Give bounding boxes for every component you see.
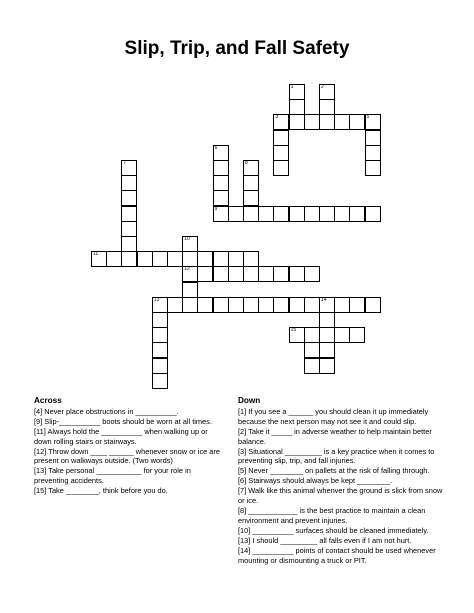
grid-cell[interactable] bbox=[182, 251, 198, 267]
grid-cell[interactable] bbox=[228, 266, 244, 282]
down-clues bbox=[238, 396, 444, 565]
down-heading: Down bbox=[238, 396, 261, 405]
grid-cell[interactable] bbox=[319, 312, 335, 328]
clue-down-8: [8] ____________ is the best practice to maintain a clean environment and prevent injuries. bbox=[238, 505, 426, 525]
grid-cell[interactable] bbox=[121, 206, 137, 222]
grid-cell[interactable] bbox=[167, 251, 183, 267]
page-title: Slip, Trip, and Fall Safety bbox=[124, 38, 350, 59]
grid-cell[interactable] bbox=[243, 175, 259, 191]
grid-cell[interactable] bbox=[289, 114, 305, 130]
grid-cell[interactable] bbox=[213, 297, 229, 313]
grid-cell[interactable] bbox=[182, 297, 198, 313]
grid-cell[interactable] bbox=[258, 266, 274, 282]
grid-cell[interactable] bbox=[273, 145, 289, 161]
grid-cell[interactable] bbox=[273, 297, 289, 313]
grid-cell[interactable] bbox=[319, 358, 335, 374]
grid-number: 14 bbox=[321, 296, 327, 303]
grid-cell[interactable] bbox=[106, 251, 122, 267]
grid-cell[interactable] bbox=[349, 327, 365, 343]
grid-cell[interactable] bbox=[243, 266, 259, 282]
grid-number: 11 bbox=[93, 251, 99, 258]
grid-cell[interactable] bbox=[334, 114, 350, 130]
grid-cell[interactable] bbox=[319, 206, 335, 222]
grid-cell[interactable] bbox=[228, 206, 244, 222]
across-heading: Across bbox=[34, 396, 62, 405]
grid-cell[interactable] bbox=[228, 297, 244, 313]
grid-cell[interactable] bbox=[334, 297, 350, 313]
clue-down-2: [2] Take it _____ in adverse weather to help maintain better balance. bbox=[238, 426, 432, 446]
grid-cell[interactable] bbox=[258, 297, 274, 313]
grid-cell[interactable] bbox=[197, 297, 213, 313]
grid-number: 9 bbox=[214, 205, 218, 212]
grid-cell[interactable] bbox=[228, 251, 244, 267]
grid-cell[interactable] bbox=[365, 206, 381, 222]
clue-down-6: [6] Stairways should always be kept ________. bbox=[238, 476, 393, 486]
grid-cell[interactable] bbox=[334, 206, 350, 222]
clue-down-13: [13] I should _________ all falls even if I am not hurt. bbox=[238, 535, 412, 545]
grid-cell[interactable] bbox=[243, 297, 259, 313]
grid-cell[interactable] bbox=[304, 114, 320, 130]
grid-cell[interactable] bbox=[121, 236, 137, 252]
grid-cell[interactable] bbox=[273, 130, 289, 146]
grid-cell[interactable] bbox=[273, 206, 289, 222]
clue-down-1: [1] If you see a ______ you should clean it up immediately because the next person may not see it and could slip. bbox=[238, 406, 429, 426]
grid-cell[interactable] bbox=[213, 190, 229, 206]
grid-cell[interactable] bbox=[182, 282, 198, 298]
grid-cell[interactable] bbox=[365, 130, 381, 146]
clue-down-5: [5] Never ________ on pallets at the risk of falling through. bbox=[238, 466, 430, 476]
clue-down-10: [10] __________ surfaces should be cleaned immediately. bbox=[238, 525, 429, 535]
grid-cell[interactable] bbox=[289, 99, 305, 115]
grid-cell[interactable] bbox=[152, 251, 168, 267]
grid-cell[interactable] bbox=[365, 145, 381, 161]
grid-number: 12 bbox=[184, 266, 190, 273]
grid-cell[interactable] bbox=[152, 358, 168, 374]
clue-down-7: [7] Walk like this animal whenver the ground is slick from snow or ice. bbox=[238, 486, 443, 506]
grid-cell[interactable] bbox=[319, 327, 335, 343]
grid-number: 10 bbox=[184, 236, 190, 242]
grid-cell[interactable] bbox=[319, 99, 335, 115]
grid-cell[interactable] bbox=[167, 297, 183, 313]
clue-across-12: [12] Throw down ____ ______ whenever snow or ice are present on walkways outside. (Two words) bbox=[34, 446, 220, 466]
clue-across-11: [11] Always hold the __________ when walking up or down rolling stairs or stairways. bbox=[34, 426, 208, 446]
grid-cell[interactable] bbox=[365, 160, 381, 176]
grid-cell[interactable] bbox=[349, 297, 365, 313]
grid-number: 1 bbox=[290, 84, 294, 90]
clue-across-15: [15] Take ________, think before you do. bbox=[34, 486, 168, 496]
grid-cell[interactable] bbox=[243, 206, 259, 222]
clue-across-13: [13] Take personal ___________ for your role in preventing accidents. bbox=[34, 466, 191, 486]
grid-cell[interactable] bbox=[152, 327, 168, 343]
grid-number: 7 bbox=[123, 160, 127, 166]
grid-cell[interactable] bbox=[197, 266, 213, 282]
grid-cell[interactable] bbox=[289, 297, 305, 313]
grid-number: 3 bbox=[275, 114, 279, 121]
grid-cell[interactable] bbox=[349, 206, 365, 222]
grid-cell[interactable] bbox=[121, 221, 137, 237]
grid-cell[interactable] bbox=[213, 266, 229, 282]
clue-down-3: [3] Situational _________ is a key practice when it comes to preventing slip, trip, and fall injuries. bbox=[238, 446, 435, 466]
grid-cell[interactable] bbox=[121, 175, 137, 191]
clue-down-14: [14] __________ points of contact should be used whenever mounting or dismounting a truck or PIT. bbox=[238, 545, 436, 565]
grid-cell[interactable] bbox=[289, 266, 305, 282]
grid-number: 15 bbox=[290, 327, 297, 334]
grid-cell[interactable] bbox=[289, 206, 305, 222]
grid-number: 5 bbox=[366, 114, 370, 121]
grid-number: 2 bbox=[321, 84, 324, 90]
grid-cell[interactable] bbox=[304, 327, 320, 343]
grid-cell[interactable] bbox=[197, 251, 213, 267]
grid-cell[interactable] bbox=[319, 114, 335, 130]
grid-cell[interactable] bbox=[152, 312, 168, 328]
grid-cell[interactable] bbox=[258, 206, 274, 222]
grid-cell[interactable] bbox=[152, 373, 168, 389]
grid-cell[interactable] bbox=[349, 114, 365, 130]
grid-cell[interactable] bbox=[365, 297, 381, 313]
grid-cell[interactable] bbox=[121, 251, 137, 267]
grid-cell[interactable] bbox=[213, 160, 229, 176]
grid-cell[interactable] bbox=[273, 266, 289, 282]
grid-cell[interactable] bbox=[304, 206, 320, 222]
across-clues bbox=[34, 396, 224, 496]
grid-cell[interactable] bbox=[273, 160, 289, 176]
grid-number: 6 bbox=[214, 144, 218, 151]
grid-cell[interactable] bbox=[304, 297, 320, 313]
grid-number: 8 bbox=[245, 160, 248, 166]
grid-cell[interactable] bbox=[243, 251, 259, 267]
grid-cell[interactable] bbox=[304, 358, 320, 374]
grid-cell[interactable] bbox=[304, 266, 320, 282]
grid-cell[interactable] bbox=[121, 190, 137, 206]
grid-number: 13 bbox=[153, 296, 160, 303]
grid-cell[interactable] bbox=[334, 327, 350, 343]
grid-cell[interactable] bbox=[304, 342, 320, 358]
grid-cell[interactable] bbox=[243, 190, 259, 206]
grid-cell[interactable] bbox=[137, 251, 153, 267]
grid-cell[interactable] bbox=[319, 342, 335, 358]
clue-across-4: [4] Never place obstructions in __________. bbox=[34, 406, 179, 416]
clue-across-9: [9] Slip-__________ boots should be worn at all times. bbox=[34, 416, 212, 426]
grid-cell[interactable] bbox=[213, 251, 229, 267]
grid-cell[interactable] bbox=[152, 342, 168, 358]
grid-cell[interactable] bbox=[213, 175, 229, 191]
